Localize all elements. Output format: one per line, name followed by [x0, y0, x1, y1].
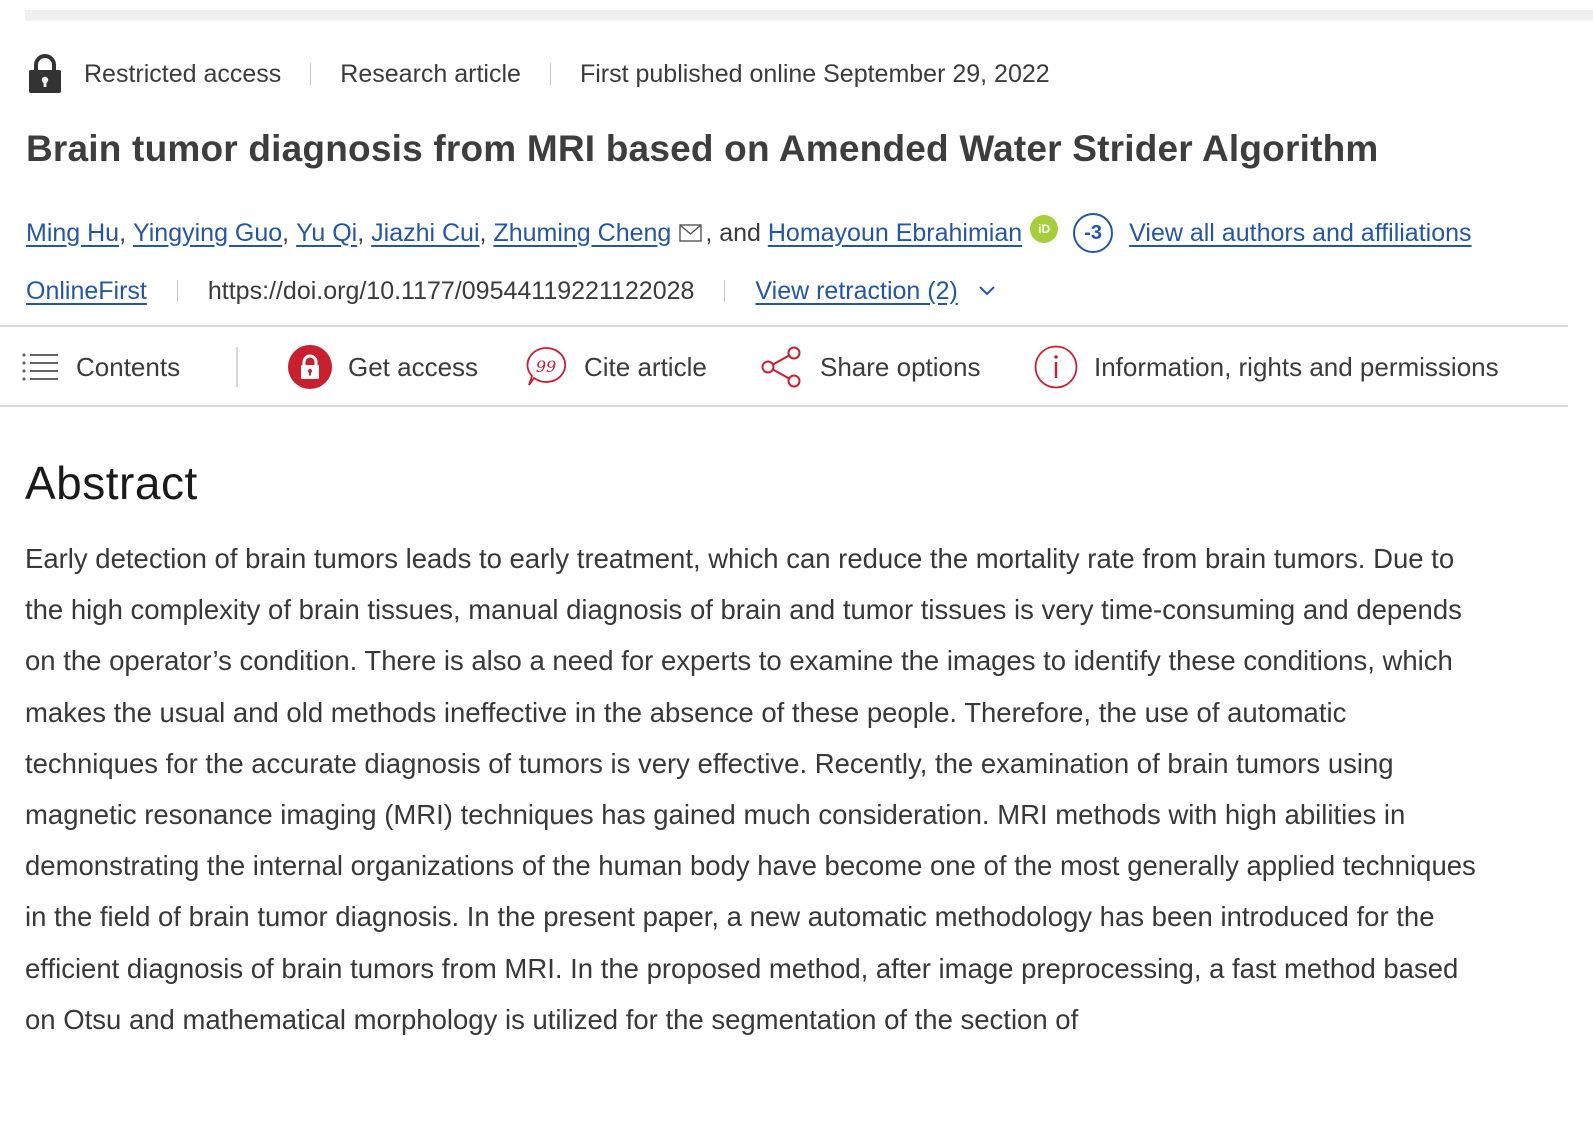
share-options-label: Share options: [820, 351, 981, 382]
doi-row: [26, 270, 996, 312]
get-access-label: Get access: [348, 351, 479, 382]
cite-article-label: Cite article: [584, 351, 707, 382]
journal-link[interactable]: OnlineFirst: [26, 276, 147, 305]
chevron-down-icon[interactable]: [978, 285, 996, 297]
author-link[interactable]: Jiazhi Cui: [371, 218, 480, 247]
article-type: Research article: [340, 59, 521, 88]
share-options-button[interactable]: [760, 327, 980, 407]
information-button[interactable]: [1034, 327, 1499, 407]
separator: [310, 63, 311, 85]
and-text: , and: [705, 218, 761, 247]
svg-text:99: 99: [535, 357, 557, 376]
quote-icon: [524, 345, 568, 389]
publish-date: First published online September 29, 2022: [579, 59, 1050, 88]
article-title: Brain tumor diagnosis from MRI based on Amended Water Strider Algorithm: [26, 128, 1379, 169]
separator: [724, 280, 725, 302]
article-meta-row: [26, 52, 1050, 96]
contents-label: Contents: [76, 351, 181, 382]
mail-icon[interactable]: [679, 224, 702, 242]
author-link[interactable]: Ming Hu: [26, 218, 120, 247]
abstract-text: Early detection of brain tumors leads to early treatment, which can reduce the mortality rate from brain tumors. Due to the high complexity of brain tissues, manual diagnosis of brain and tumor tissues is very time-consuming and depends on the operator’s condition. There is also a need for experts to examine the images to identify these conditions, which makes the usual and old methods ineffective in the absence of these people. Therefore, the use of automatic techniques for the accurate diagnosis of tumors is very effective. Recently, the examination of brain tumors using magnetic resonance imaging (MRI) techniques has gained much consideration. MRI methods with high abilities in demonstrating the internal organizations of the human body have become one of the most generally applied techniques in the field of brain tumor diagnosis. In the present paper, a new automatic methodology has been introduced for the efficient diagnosis of brain tumors from MRI. In the proposed method, after image preprocessing, a fast method based on Otsu and mathematical morphology is utilized for the segmentation of the section of: [25, 543, 1476, 1035]
abstract-heading: Abstract: [25, 457, 198, 509]
view-retraction-link[interactable]: View retraction (2): [755, 276, 958, 305]
author-link[interactable]: Zhuming Cheng: [493, 218, 672, 247]
contents-button[interactable]: [22, 327, 180, 407]
lock-icon: [26, 54, 64, 94]
orcid-icon[interactable]: iD: [1030, 215, 1058, 243]
share-icon: [760, 345, 804, 389]
author-link[interactable]: Homayoun Ebrahimian: [767, 218, 1023, 247]
article-toolbar: [0, 325, 1568, 407]
top-divider-bar: [25, 10, 1593, 21]
author-link[interactable]: Yingying Guo: [133, 218, 283, 247]
more-authors-count[interactable]: -3: [1073, 213, 1113, 253]
information-label: Information, rights and permissions: [1094, 351, 1499, 382]
separator: [177, 280, 178, 302]
access-status: Restricted access: [84, 59, 282, 88]
view-all-authors-link[interactable]: View all authors and affiliations: [1129, 218, 1472, 247]
authors-row: Ming Hu , Yingying Guo , Yu Qi , Jiazhi Cui , Zhuming Cheng , and Homayoun Ebrahimian iD -3 View all authors and affiliations: [26, 210, 1472, 256]
get-access-button[interactable]: [288, 327, 478, 407]
toolbar-divider: [236, 347, 238, 387]
separator: [550, 63, 551, 85]
author-link[interactable]: Yu Qi: [296, 218, 358, 247]
cite-article-button[interactable]: [524, 327, 707, 407]
info-icon: [1034, 345, 1078, 389]
list-icon: [22, 352, 60, 382]
doi-text: https://doi.org/10.1177/09544119221122028: [207, 276, 695, 305]
lock-circle-icon: [288, 345, 332, 389]
